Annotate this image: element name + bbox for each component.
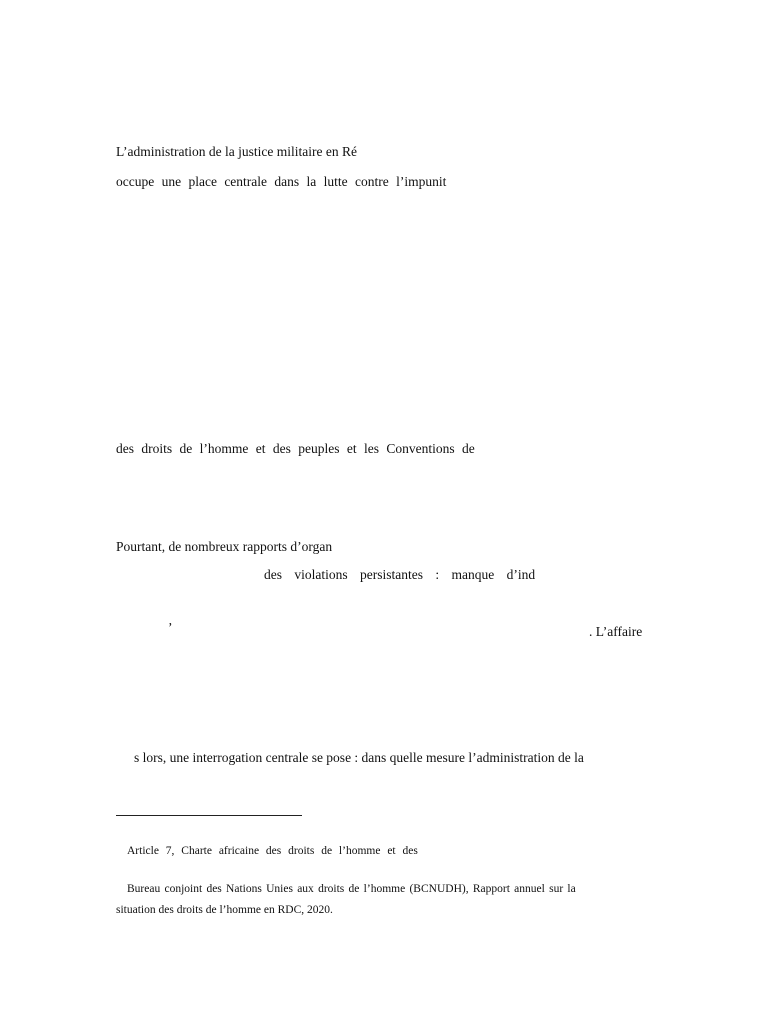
footnote-separator: [116, 815, 302, 816]
body-line-7: s lors, une interrogation centrale se pose : dans quelle mesure l’administration de la: [134, 750, 584, 765]
footnote-1: Article 7, Charte africaine des droits de l’homme et des: [127, 845, 418, 857]
footnote-2: Bureau conjoint des Nations Unies aux droits de l’homme (BCNUDH), Rapport annuel sur la: [127, 883, 576, 895]
body-line-1: L’administration de la justice militaire en Ré: [116, 144, 357, 159]
body-line-4: Pourtant, de nombreux rapports d’organ: [116, 539, 333, 554]
body-line-5: des violations persistantes : manque d’ind: [264, 567, 536, 582]
body-line-3: des droits de l’homme et des peuples et les Conventions de: [116, 441, 475, 456]
footnote-2-continued: situation des droits de l’homme en RDC, 2020.: [116, 904, 333, 916]
body-line-6-apostrophe: ’: [168, 620, 173, 635]
body-line-6-end: . L’affaire: [589, 624, 643, 639]
body-line-2: occupe une place centrale dans la lutte contre l’impunit: [116, 174, 447, 189]
